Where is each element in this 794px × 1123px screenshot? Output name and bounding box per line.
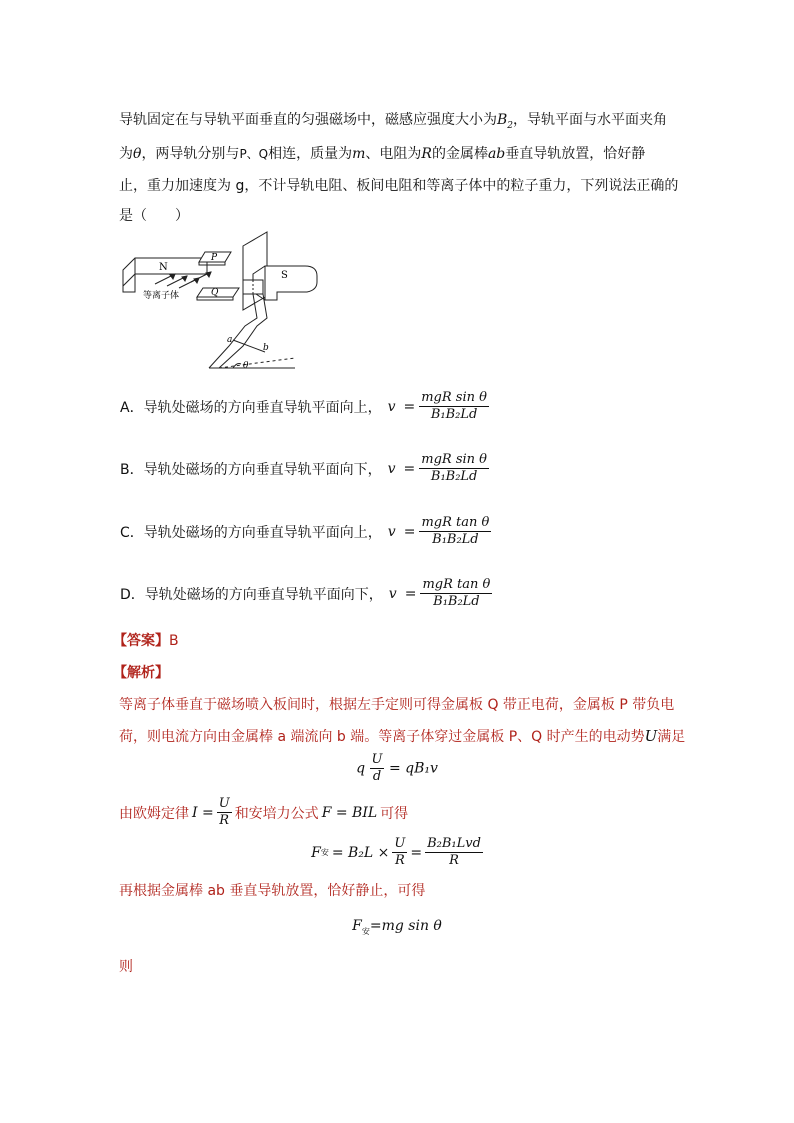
label-p: P xyxy=(211,253,218,263)
eq-rhs: = qB₁v xyxy=(388,760,438,777)
symbol-m: m xyxy=(352,146,366,162)
equation-3 xyxy=(0,918,794,937)
option-fraction xyxy=(419,515,491,548)
analysis-text: 再根据金属棒 ab 垂直导轨放置，恰好静止，可得 xyxy=(119,883,426,899)
question-line-1 xyxy=(119,111,667,135)
equation-2 xyxy=(0,836,794,869)
analysis-text: 和安培力公式 xyxy=(234,805,319,822)
eq-equals: = xyxy=(410,844,423,861)
option-var: v xyxy=(387,523,396,540)
symbol-ab: ab xyxy=(487,146,506,162)
fraction-denominator: B₁B₂Ld xyxy=(430,469,478,484)
eq-q: q xyxy=(356,760,366,777)
analysis-line-2 xyxy=(119,727,685,746)
option-c[interactable] xyxy=(120,515,491,548)
physics-figure xyxy=(115,228,325,384)
label-a: a xyxy=(227,335,233,345)
question-text: 、电阻为 xyxy=(365,146,422,162)
question-line-3 xyxy=(119,177,678,195)
eq2-fraction-2 xyxy=(425,836,483,869)
option-var: v xyxy=(387,398,396,415)
fraction-numerator: U xyxy=(394,836,406,851)
question-text: 的金属棒 xyxy=(431,146,488,162)
fraction-numerator: U xyxy=(371,752,383,767)
question-text: 相连，质量为 xyxy=(268,146,353,162)
question-text: 止，重力加速度为 g，不计导轨电阻、板间电阻和等离子体中的粒子重力，下列说法正确的 xyxy=(119,178,679,194)
fraction-denominator: B₁B₂Ld xyxy=(430,407,478,422)
fraction-numerator: mgR tan θ xyxy=(421,515,490,530)
analysis-tag xyxy=(113,664,169,682)
fraction-denominator: B₁B₂Ld xyxy=(433,594,480,609)
option-fraction xyxy=(419,452,489,485)
label-theta: θ xyxy=(243,361,249,371)
option-eq: = xyxy=(403,398,416,415)
equation-1 xyxy=(0,752,794,785)
eq-f: F = BIL xyxy=(321,804,378,821)
fraction-numerator: mgR sin θ xyxy=(421,390,487,405)
eq2-fraction-1 xyxy=(392,836,407,869)
eq-f: F xyxy=(311,844,321,861)
analysis-text: 荷，则电流方向由金属棒 a 端流向 b 端。等离子体穿过金属板 P、Q 时产生的电动势 xyxy=(119,729,645,745)
option-label: D．导轨处磁场的方向垂直导轨平面向下， xyxy=(120,586,383,603)
question-text: 垂直导轨放置，恰好静 xyxy=(505,146,646,162)
answer-value: B xyxy=(169,633,179,649)
option-fraction xyxy=(419,390,489,423)
analysis-text: 由欧姆定律 xyxy=(119,805,189,822)
fraction-numerator: mgR sin θ xyxy=(421,452,487,467)
option-eq: = xyxy=(403,460,416,477)
question-line-4 xyxy=(119,207,189,225)
eq-sub: 安 xyxy=(361,926,370,936)
analysis-text: 可得 xyxy=(380,805,409,822)
fraction-denominator: B₁B₂Ld xyxy=(432,532,479,547)
fraction-denominator: R xyxy=(219,813,230,828)
question-text: ，导轨平面与水平面夹角 xyxy=(513,112,668,128)
question-line-2 xyxy=(119,145,645,163)
symbol-sub: 2 xyxy=(507,120,514,131)
label-plasma: 等离子体 xyxy=(143,291,180,301)
symbol-pq: P、Q xyxy=(239,147,269,161)
answer-tag: 【答案】 xyxy=(113,633,169,649)
symbol-r: R xyxy=(421,146,432,162)
eq-f: F xyxy=(352,918,362,934)
option-d[interactable] xyxy=(120,577,492,610)
symbol-theta: θ xyxy=(133,146,142,162)
fraction-denominator: d xyxy=(372,769,382,784)
option-eq: = xyxy=(404,585,417,602)
symbol-b: B xyxy=(497,112,508,128)
question-text: 导轨固定在与导轨平面垂直的匀强磁场中，磁感应强度大小为 xyxy=(119,112,497,128)
label-q: Q xyxy=(211,288,219,298)
analysis-text: 满足 xyxy=(657,729,686,745)
analysis-text: 则 xyxy=(119,959,133,975)
analysis-line-5 xyxy=(119,958,133,976)
option-fraction xyxy=(420,577,492,610)
analysis-line-3 xyxy=(119,796,408,829)
option-var: v xyxy=(388,585,397,602)
label-n: N xyxy=(159,262,168,273)
fraction-numerator: B₂B₁Lvd xyxy=(427,836,481,851)
eq-rhs: =mg sin θ xyxy=(369,918,442,934)
fraction-denominator: R xyxy=(394,853,405,868)
fraction-numerator: U xyxy=(218,796,230,811)
option-eq: = xyxy=(403,523,416,540)
fraction-denominator: R xyxy=(449,853,459,868)
question-text: 是（ ） xyxy=(119,208,189,224)
fraction-numerator: mgR tan θ xyxy=(422,577,491,592)
analysis-line-4 xyxy=(119,882,425,900)
label-s: S xyxy=(281,270,288,281)
label-b: b xyxy=(263,343,269,353)
eq1-fraction xyxy=(370,752,385,785)
eq-mid: = B₂L × xyxy=(331,844,390,861)
option-var: v xyxy=(387,460,396,477)
symbol-u: U xyxy=(644,727,658,745)
option-a[interactable] xyxy=(120,390,489,423)
analysis-text: 等离子体垂直于磁场喷入板间时，根据左手定则可得金属板 Q 带正电荷，金属板 P 带负电 xyxy=(119,697,675,713)
option-label: A．导轨处磁场的方向垂直导轨平面向上， xyxy=(120,399,382,416)
question-text: 为 xyxy=(119,146,133,162)
eq-i: I = xyxy=(192,804,214,821)
answer-line xyxy=(113,632,179,650)
option-label: B．导轨处磁场的方向垂直导轨平面向下， xyxy=(120,461,382,478)
option-b[interactable] xyxy=(120,452,489,485)
option-label: C．导轨处磁场的方向垂直导轨平面向上， xyxy=(120,524,382,541)
eq-sub: 安 xyxy=(320,848,329,857)
ohm-fraction xyxy=(217,796,232,829)
analysis-tag-text: 【解析】 xyxy=(113,665,169,681)
analysis-line-1 xyxy=(119,696,674,714)
question-text: ，两导轨分别与 xyxy=(141,146,240,162)
